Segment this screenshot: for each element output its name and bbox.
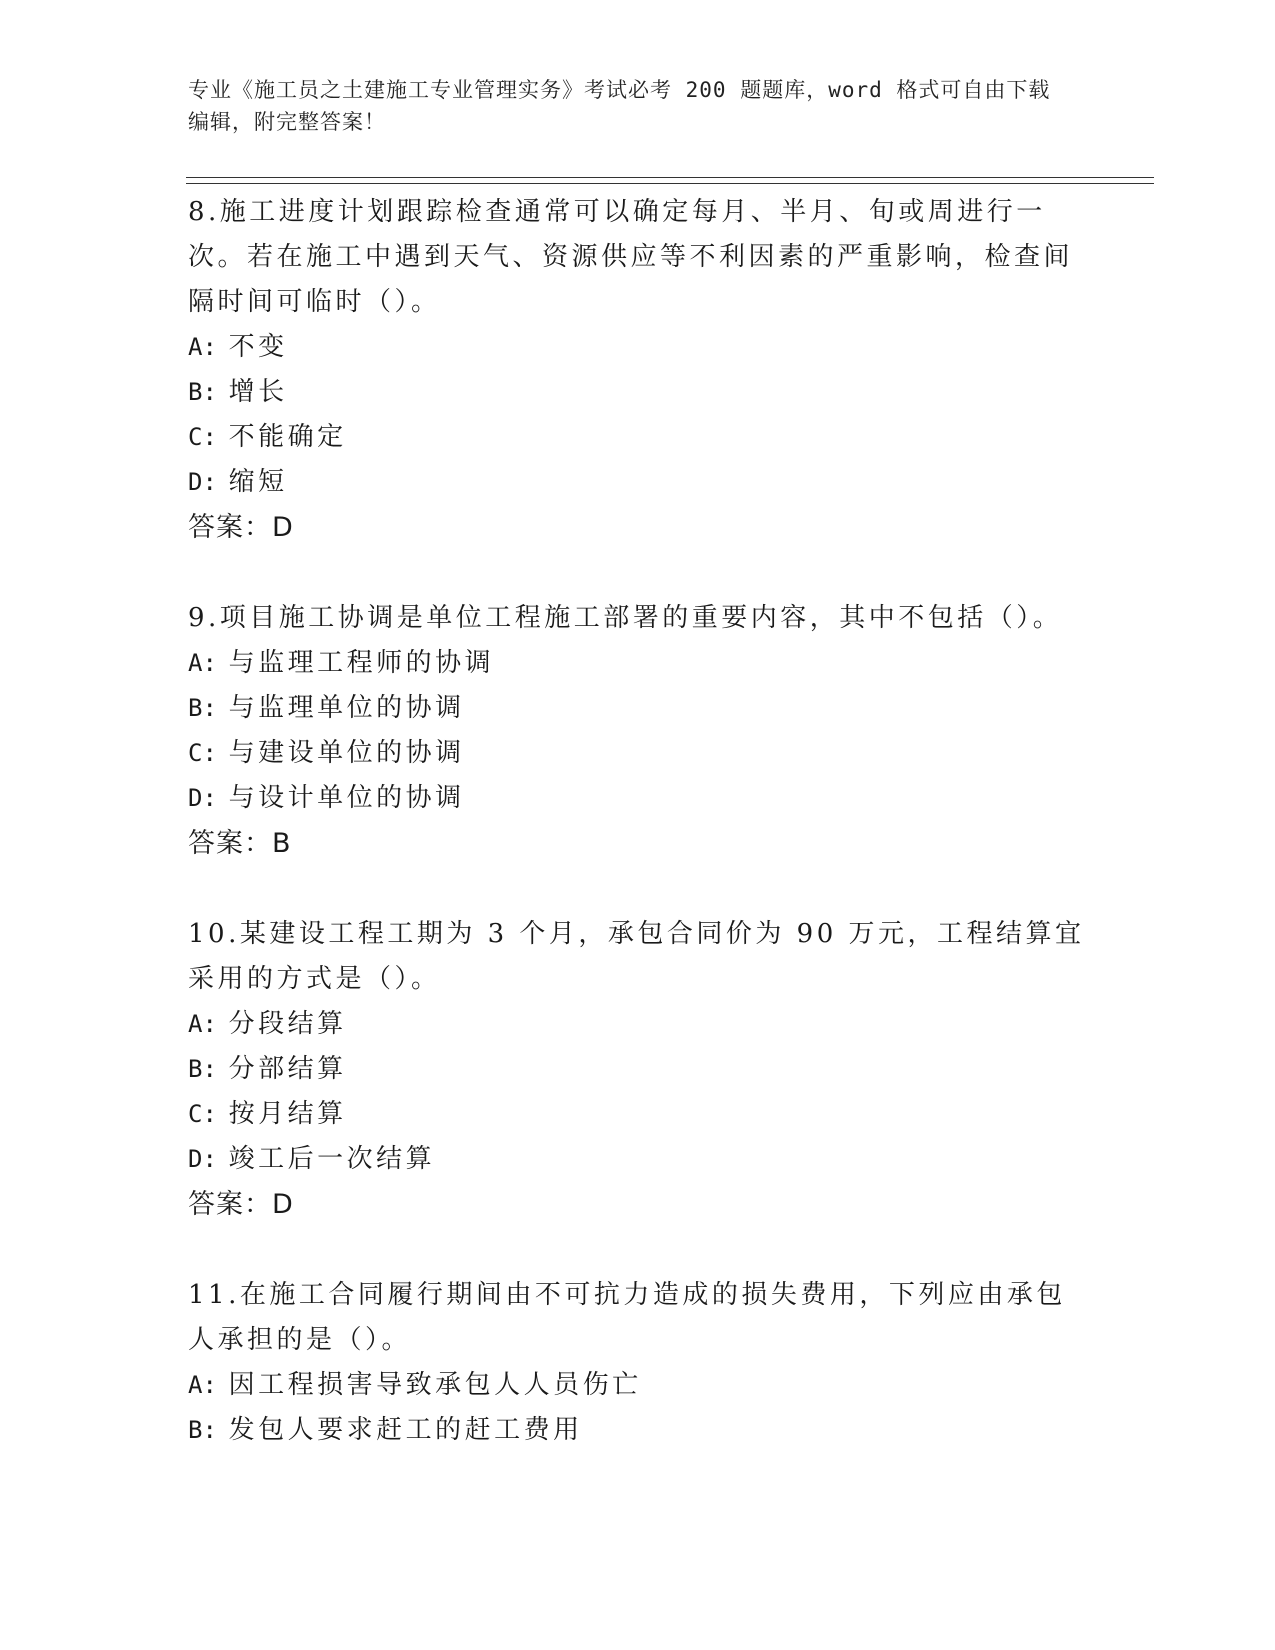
option-text: 不能确定: [228, 422, 347, 452]
question-list: [188, 190, 1088, 1499]
question-text: 9.项目施工协调是单位工程施工部署的重要内容，其中不包括（）。: [188, 603, 1063, 633]
option-text: 分部结算: [228, 1054, 347, 1084]
option-letter: C:: [188, 423, 217, 451]
option-c: [188, 415, 1088, 460]
option-letter: B:: [188, 694, 217, 722]
option-letter: D:: [188, 1145, 217, 1173]
option-b: [188, 1408, 1088, 1453]
question-item: [188, 190, 1088, 550]
question-text: 10.某建设工程工期为 3 个月，承包合同价为 90 万元，工程结算宜采用的方式是（）。: [188, 919, 1085, 994]
option-text: 与设计单位的协调: [228, 783, 465, 813]
option-b: [188, 1047, 1088, 1092]
option-text: 与监理单位的协调: [228, 693, 465, 723]
option-letter: B:: [188, 1416, 217, 1444]
option-letter: A:: [188, 1371, 217, 1399]
option-a: [188, 1002, 1088, 1047]
option-letter: A:: [188, 333, 217, 361]
answer-line: 答案：B: [188, 828, 292, 859]
answer-line: 答案：D: [188, 1189, 294, 1220]
option-b: [188, 686, 1088, 731]
option-a: [188, 325, 1088, 370]
option-letter: A:: [188, 1010, 217, 1038]
question-text: 8.施工进度计划跟踪检查通常可以确定每月、半月、旬或周进行一次。若在施工中遇到天气、资源供应等不利因素的严重影响，检查间隔时间可临时（）。: [188, 197, 1074, 317]
option-d: [188, 460, 1088, 505]
option-letter: C:: [188, 739, 217, 767]
option-text: 不变: [228, 332, 288, 362]
option-d: [188, 1137, 1088, 1182]
option-letter: B:: [188, 378, 217, 406]
option-text: 按月结算: [228, 1099, 347, 1129]
option-text: 分段结算: [228, 1009, 347, 1039]
option-b: [188, 370, 1088, 415]
option-c: [188, 1092, 1088, 1137]
option-a: [188, 641, 1088, 686]
option-letter: C:: [188, 1100, 217, 1128]
question-item: [188, 596, 1088, 866]
option-text: 与监理工程师的协调: [228, 648, 495, 678]
question-item: [188, 912, 1088, 1227]
option-text: 与建设单位的协调: [228, 738, 465, 768]
answer-line: 答案：D: [188, 512, 294, 543]
option-text: 竣工后一次结算: [228, 1144, 436, 1174]
option-text: 因工程损害导致承包人人员伤亡: [228, 1370, 642, 1400]
option-letter: A:: [188, 649, 217, 677]
option-letter: D:: [188, 784, 217, 812]
question-text: 11.在施工合同履行期间由不可抗力造成的损失费用，下列应由承包人承担的是（）。: [188, 1280, 1066, 1355]
option-a: [188, 1363, 1088, 1408]
option-d: [188, 776, 1088, 821]
option-text: 缩短: [228, 467, 288, 497]
option-text: 增长: [228, 377, 288, 407]
header-double-rule: [186, 177, 1154, 184]
option-letter: B:: [188, 1055, 217, 1083]
option-c: [188, 731, 1088, 776]
option-letter: D:: [188, 468, 217, 496]
option-text: 发包人要求赶工的赶工费用: [228, 1415, 583, 1445]
document-header: 专业《施工员之土建施工专业管理实务》考试必考 200 题题库，word 格式可自由下载编辑，附完整答案！: [188, 78, 1051, 134]
question-item: [188, 1273, 1088, 1453]
